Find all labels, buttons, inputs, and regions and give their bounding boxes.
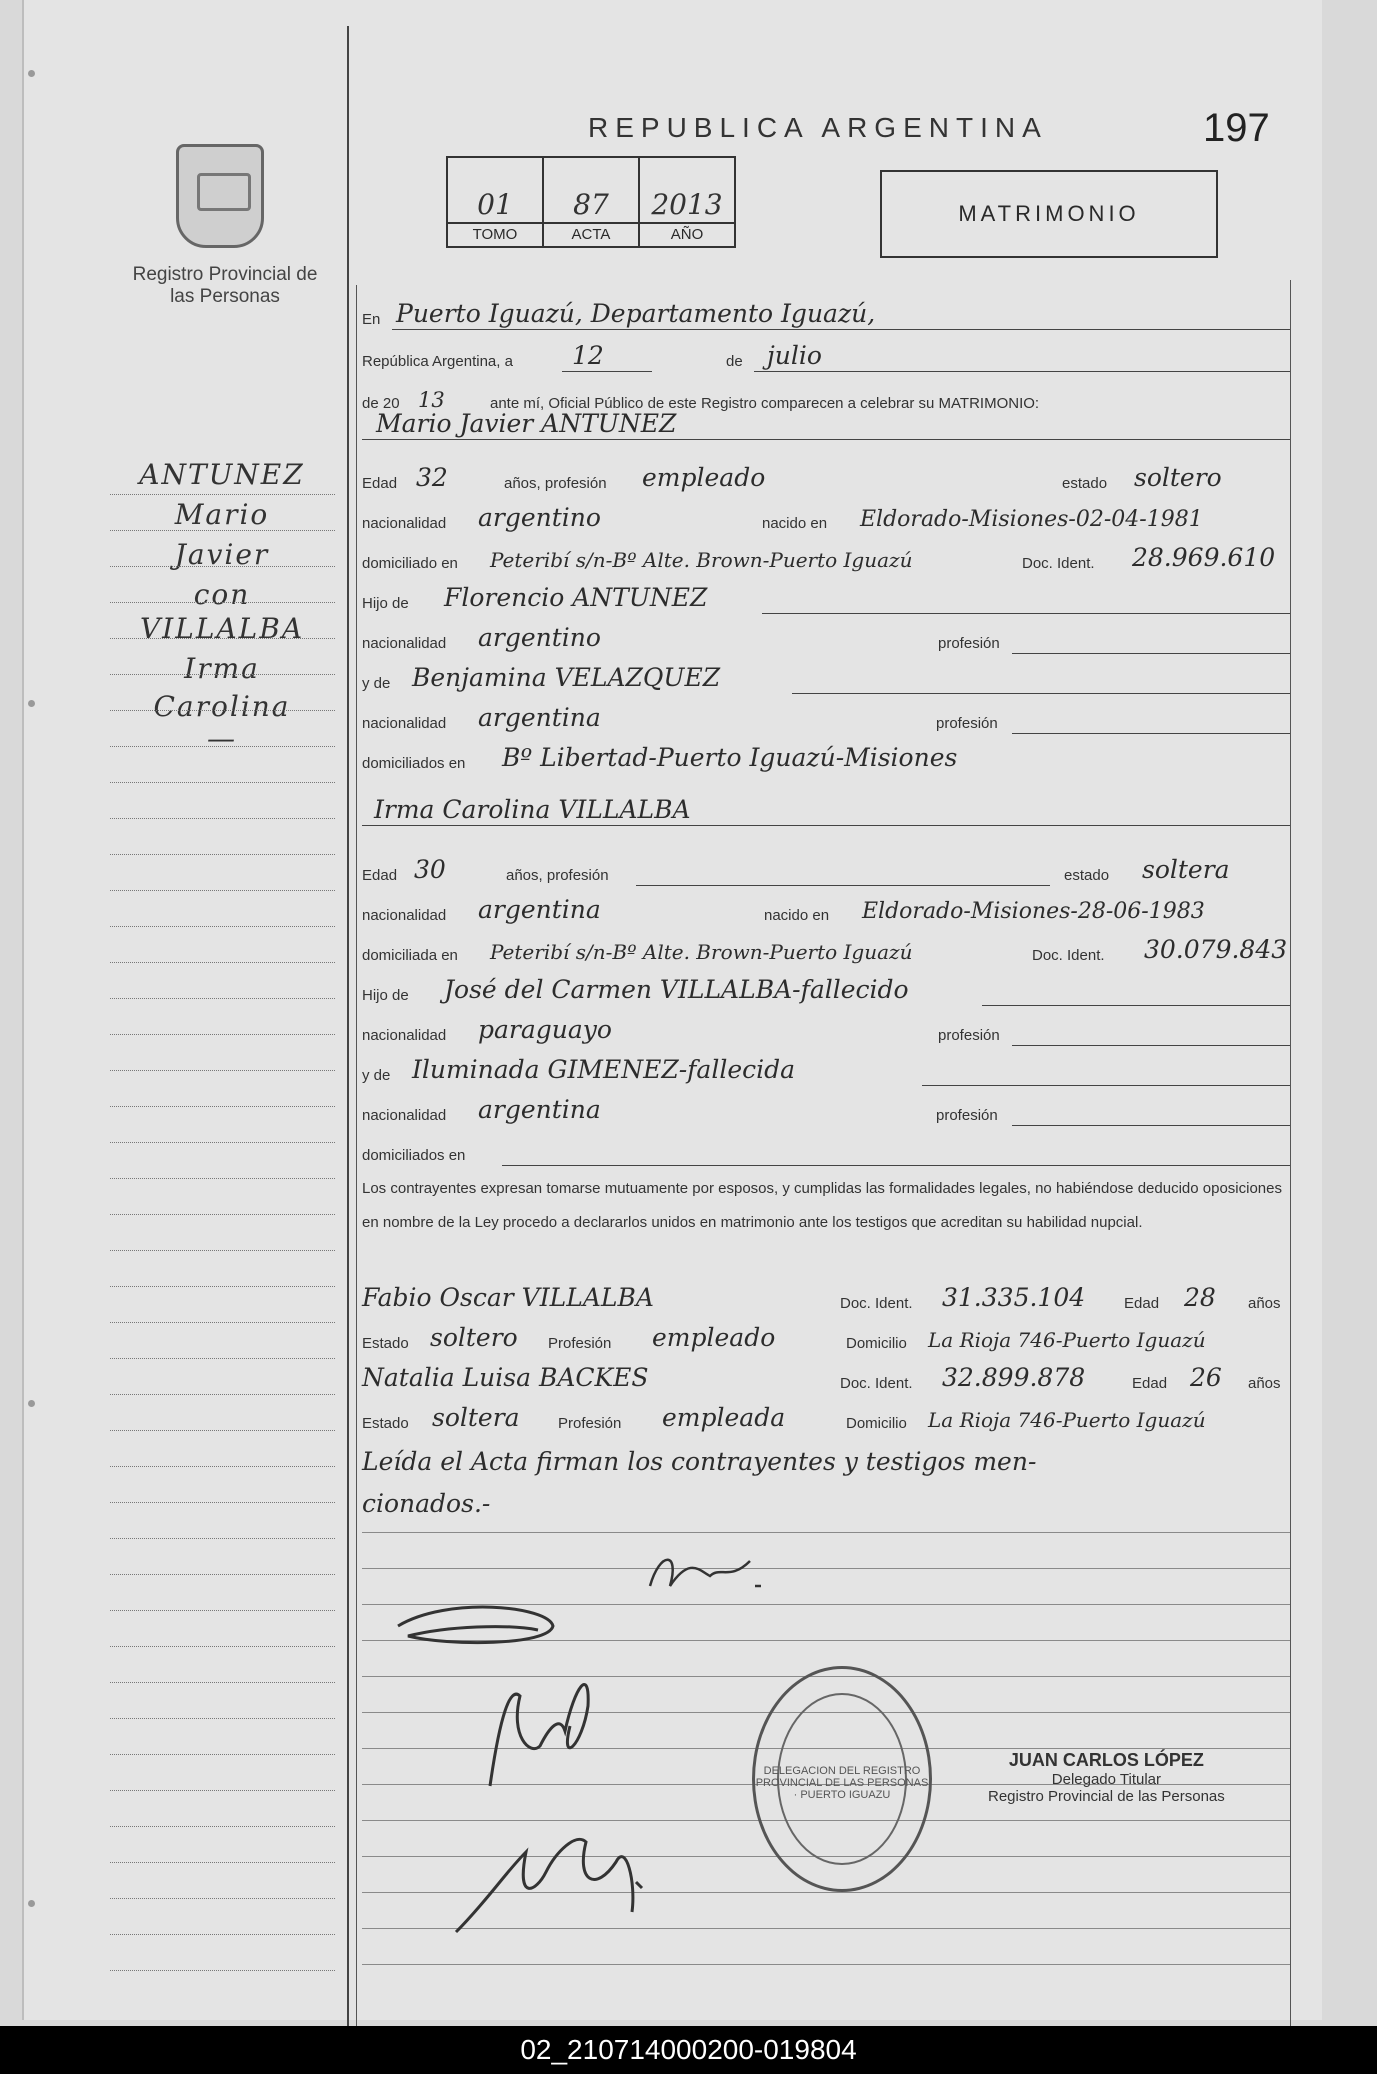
witness-2-name: Natalia Luisa BACKES (362, 1363, 649, 1392)
groom-nationality-row (362, 498, 1290, 538)
bride-nationality-row (362, 890, 1290, 930)
bride-age-row (362, 850, 1290, 890)
bride-address: Peteribí s/n-Bº Alte. Brown-Puerto Iguazú (490, 940, 913, 964)
edad-label: Edad (1124, 1295, 1160, 1312)
nacionalidad-label: nacionalidad (362, 515, 447, 532)
ante-text: ante mí, Oficial Público de este Registro comparecen a celebrar su MATRIMONIO: (490, 395, 1040, 412)
margin-note-line: Irma (184, 652, 260, 685)
profesion-label: profesión (936, 715, 998, 732)
month-value: julio (767, 341, 822, 370)
estado-label: estado (1064, 867, 1110, 884)
official-org: Registro Provincial de las Personas (988, 1788, 1225, 1805)
footer-id: 02_210714000200-019804 (0, 2026, 1377, 2074)
margin-ruled-line (110, 926, 335, 927)
margin-note-line: Javier (174, 538, 270, 571)
margin-ruled-line (110, 494, 335, 495)
hijo-label: Hijo de (362, 595, 409, 612)
declaration-paragraph: Los contrayentes expresan tomarse mutuamente por esposos, y cumplidas las formalidades legales, no habiéndose deducido oposiciones en nombre de la Ley procedo a declararlos unidos en matrimonio ante los testigos que acreditan su habilidad nupcial. (362, 1180, 1282, 1231)
closing-text: cionados.- (362, 1489, 491, 1518)
province-seal-icon (176, 144, 264, 248)
groom-father: Florencio ANTUNEZ (444, 583, 708, 612)
groom-age-row (362, 458, 1290, 498)
intro-place-row (362, 294, 1290, 334)
intro-date-row (362, 336, 1290, 376)
profesion-label: Profesión (558, 1415, 622, 1432)
registry-box (446, 156, 736, 248)
signature (470, 1656, 630, 1816)
witness-2-address: La Rioja 746-Puerto Iguazú (928, 1408, 1206, 1432)
body-right-rule (1290, 280, 1291, 2034)
nacido-label: nacido en (762, 515, 828, 532)
signature (436, 1812, 656, 1952)
doc-label: Doc. Ident. (840, 1295, 913, 1312)
nacionalidad-label: nacionalidad (362, 635, 447, 652)
witness-1-details-row (362, 1318, 1290, 1358)
acta-value: 87 (573, 188, 609, 221)
groom-parents-address-row (362, 738, 1290, 778)
margin-ruled-line (110, 1610, 335, 1611)
nacionalidad-label: nacionalidad (362, 1107, 447, 1124)
nacionalidad-label: nacionalidad (362, 1027, 447, 1044)
groom-name-row (362, 404, 1290, 444)
margin-ruled-line (110, 1430, 335, 1431)
hijo-label: Hijo de (362, 987, 409, 1004)
margin-note-line: Mario (174, 498, 270, 531)
yde-label: y de (362, 1067, 391, 1084)
doc-label: Doc. Ident. (1032, 947, 1105, 964)
bride-father-nationality: paraguayo (478, 1015, 612, 1044)
margin-note-line: Carolina (153, 690, 291, 723)
witness-1-age: 28 (1184, 1283, 1216, 1312)
doc-label: Doc. Ident. (1022, 555, 1095, 572)
groom-father-nat-row (362, 618, 1290, 658)
groom-parents-address: Bº Libertad-Puerto Iguazú-Misiones (502, 743, 958, 772)
closing-line-1 (362, 1442, 1290, 1482)
profesion-label: profesión (938, 635, 1000, 652)
margin-note-line: con (193, 578, 251, 611)
bride-mother-nationality: argentina (478, 1095, 601, 1124)
groom-father-row (362, 578, 1290, 618)
witness-1-address: La Rioja 746-Puerto Iguazú (928, 1328, 1206, 1352)
bride-parents-address-row (362, 1130, 1290, 1170)
year-prefix: de 20 (362, 395, 400, 412)
bride-address-row (362, 930, 1290, 970)
country-heading: REPUBLICA ARGENTINA (588, 112, 1048, 143)
witness-2-profession: empleada (662, 1403, 786, 1432)
doc-label: Doc. Ident. (840, 1375, 913, 1392)
de-label: de (726, 353, 743, 370)
margin-ruled-line (110, 1034, 335, 1035)
groom-birth: Eldorado-Misiones-02-04-1981 (860, 507, 1203, 532)
body-ruled-line (362, 1568, 1290, 1569)
witness-2-age: 26 (1190, 1363, 1222, 1392)
body-left-rule (356, 285, 357, 2034)
groom-age: 32 (416, 463, 448, 492)
profesion-label: años, profesión (506, 867, 609, 884)
anio-value: 2013 (651, 188, 723, 221)
margin-ruled-line (110, 1502, 335, 1503)
margin-ruled-line (110, 1106, 335, 1107)
margin-ruled-line (110, 1862, 335, 1863)
domiciliados-label: domiciliados en (362, 755, 466, 772)
edad-label: Edad (362, 475, 398, 492)
domicilio-label: Domicilio (846, 1335, 907, 1352)
nacionalidad-label: nacionalidad (362, 715, 447, 732)
bride-mother-nat-row (362, 1090, 1290, 1130)
margin-ruled-line (110, 746, 335, 747)
domicilio-label: Domicilio (846, 1415, 907, 1432)
tomo-cell (448, 158, 544, 246)
round-stamp (752, 1666, 932, 1892)
margin-ruled-line (110, 1358, 335, 1359)
groom-profession: empleado (642, 463, 766, 492)
official-name: JUAN CARLOS LÓPEZ (1008, 1750, 1204, 1770)
witness-2-status: soltera (432, 1403, 520, 1432)
margin-note-line: VILLALBA (139, 612, 305, 645)
closing-line-2 (362, 1484, 1290, 1524)
margin-ruled-line (110, 1934, 335, 1935)
bride-mother-row (362, 1050, 1290, 1090)
margin-ruled-line (110, 674, 335, 675)
estado-label: estado (1062, 475, 1108, 492)
margin-ruled-line (110, 1250, 335, 1251)
profesion-label: profesión (936, 1107, 998, 1124)
witness-1-profession: empleado (652, 1323, 776, 1352)
margin-ruled-line (110, 1178, 335, 1179)
acta-cell (544, 158, 640, 246)
margin-ruled-line (110, 1826, 335, 1827)
witness-2-row (362, 1358, 1290, 1398)
year-suffix: 13 (418, 388, 445, 412)
day-value: 12 (572, 341, 604, 370)
witness-2-doc: 32.899.878 (942, 1363, 1086, 1392)
groom-nationality: argentino (478, 503, 601, 532)
witness-1-doc: 31.335.104 (942, 1283, 1086, 1312)
margin-ruled-line (110, 890, 335, 891)
margin-ruled-line (110, 854, 335, 855)
anios-label: años (1248, 1375, 1281, 1392)
place-value: Puerto Iguazú, Departamento Iguazú, (396, 299, 876, 328)
groom-mother-row (362, 658, 1290, 698)
bride-age: 30 (414, 855, 446, 884)
witness-1-name: Fabio Oscar VILLALBA (362, 1283, 654, 1312)
body-ruled-line (362, 1964, 1290, 1965)
margin-ruled-line (110, 602, 335, 603)
groom-doc: 28.969.610 (1132, 543, 1276, 572)
groom-name: Mario Javier ANTUNEZ (376, 409, 677, 438)
margin-ruled-line (110, 1322, 335, 1323)
official-stamp (988, 1750, 1225, 1805)
witness-1-status: soltero (430, 1323, 518, 1352)
signature (640, 1546, 780, 1606)
margin-rule (347, 26, 349, 2034)
body-ruled-line (362, 1532, 1290, 1533)
page-number: 197 (1203, 106, 1270, 150)
margin-ruled-line (110, 1070, 335, 1071)
signature (388, 1596, 568, 1656)
bride-birth: Eldorado-Misiones-28-06-1983 (862, 899, 1205, 924)
bride-father-nat-row (362, 1010, 1290, 1050)
estado-label: Estado (362, 1335, 409, 1352)
margin-ruled-line (110, 1538, 335, 1539)
domiciliados-label: domiciliados en (362, 1147, 466, 1164)
stamp-text: DELEGACION DEL REGISTRO PROVINCIAL DE LAS PERSONAS · PUERTO IGUAZU (755, 1765, 929, 1801)
profesion-label: profesión (938, 1027, 1000, 1044)
closing-text: Leída el Acta firman los contrayentes y testigos men- (362, 1447, 1037, 1476)
acta-label: ACTA (544, 222, 638, 246)
domiciliada-label: domiciliada en (362, 947, 458, 964)
bride-mother: Iluminada GIMENEZ-fallecida (412, 1055, 796, 1084)
margin-ruled-line (110, 1970, 335, 1971)
margin-ruled-line (110, 638, 335, 639)
bride-father: José del Carmen VILLALBA-fallecido (444, 975, 909, 1004)
republic-label: República Argentina, a (362, 353, 513, 370)
groom-mother-nat-row (362, 698, 1290, 738)
margin-ruled-line (110, 1214, 335, 1215)
margin-ruled-line (110, 782, 335, 783)
margin-ruled-line (110, 1394, 335, 1395)
margin-ruled-line (110, 1466, 335, 1467)
margin-ruled-line (110, 1682, 335, 1683)
bride-status: soltera (1142, 855, 1230, 884)
profesion-label: Profesión (548, 1335, 612, 1352)
tomo-value: 01 (477, 188, 513, 221)
yde-label: y de (362, 675, 391, 692)
margin-note-line: — (207, 722, 237, 755)
groom-status: soltero (1134, 463, 1222, 492)
margin-note-line: ANTUNEZ (139, 458, 305, 491)
official-title: Delegado Titular (1051, 1771, 1161, 1788)
margin-ruled-line (110, 962, 335, 963)
bride-name-row (362, 790, 1290, 830)
nacido-label: nacido en (764, 907, 830, 924)
estado-label: Estado (362, 1415, 409, 1432)
margin-ruled-line (110, 710, 335, 711)
groom-mother: Benjamina VELAZQUEZ (412, 663, 721, 692)
groom-father-nationality: argentino (478, 623, 601, 652)
anios-label: años (1248, 1295, 1281, 1312)
margin-ruled-line (110, 1574, 335, 1575)
nacionalidad-label: nacionalidad (362, 907, 447, 924)
margin-ruled-line (110, 818, 335, 819)
margin-ruled-line (110, 998, 335, 999)
margin-ruled-line (110, 1898, 335, 1899)
anio-label: AÑO (640, 222, 734, 246)
document-type-box: MATRIMONIO (880, 170, 1218, 258)
margin-ruled-line (110, 1790, 335, 1791)
groom-address: Peteribí s/n-Bº Alte. Brown-Puerto Iguazú (490, 548, 913, 572)
margin-ruled-line (110, 1286, 335, 1287)
bride-name: Irma Carolina VILLALBA (374, 795, 691, 824)
witness-1-row (362, 1278, 1290, 1318)
bride-father-row (362, 970, 1290, 1010)
registry-label: Registro Provincial de las Personas (132, 264, 318, 307)
margin-ruled-line (110, 530, 335, 531)
profesion-label: años, profesión (504, 475, 607, 492)
witness-2-details-row (362, 1398, 1290, 1438)
edad-label: Edad (362, 867, 398, 884)
edad-label: Edad (1132, 1375, 1168, 1392)
margin-ruled-line (110, 1718, 335, 1719)
margin-ruled-line (110, 1646, 335, 1647)
margin-ruled-line (110, 1754, 335, 1755)
domiciliado-label: domiciliado en (362, 555, 458, 572)
groom-mother-nationality: argentina (478, 703, 601, 732)
anio-cell (640, 158, 734, 246)
tomo-label: TOMO (448, 222, 542, 246)
margin-ruled-line (110, 566, 335, 567)
en-label: En (362, 311, 381, 328)
margin-ruled-line (110, 1142, 335, 1143)
bride-nationality: argentina (478, 895, 601, 924)
bride-doc: 30.079.843 (1144, 935, 1288, 964)
groom-address-row (362, 538, 1290, 578)
